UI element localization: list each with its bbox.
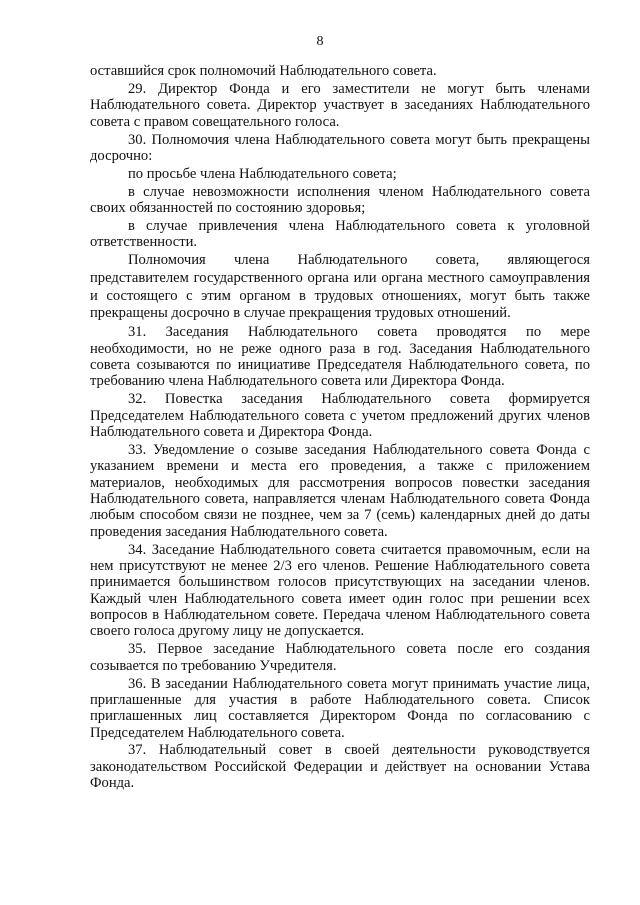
- paragraph-30-item-3: в случае привлечения члена Наблюдательного совета к уголовной ответственности.: [90, 218, 590, 251]
- paragraph-34: 34. Заседание Наблюдательного совета считается правомочным, если на нем присутствуют не менее 2/3 его членов. Решение Наблюдательного совета принимается большинством голосов присутствующих на заседании членов. Каждый член Наблюдательного совета имеет один голос при решении всех вопросов в Наблюдательном совете. Передача членом Наблюдательного совета своего голоса другому лицу не допускается.: [90, 541, 590, 640]
- paragraph-37: 37. Наблюдательный совет в своей деятельности руководствуется законодательством Российской Федерации и действует на основании Устава Фонда.: [90, 742, 590, 792]
- paragraph-31: 31. Заседания Наблюдательного совета проводятся по мере необходимости, но не реже одного раза в год. Заседания Наблюдательного совета созываются по инициативе Председателя Наблюдательного совета, по требованию члена Наблюдательного совета или Директора Фонда.: [90, 324, 590, 390]
- paragraph-30-representative: Полномочия члена Наблюдательного совета, являющегося представителем государственного органа или органа местного самоуправления и состоящего с этим органом в трудовых отношениях, могут быть также прекращены досрочно в случае прекращения трудовых отношений.: [90, 252, 590, 322]
- paragraph-36: 36. В заседании Наблюдательного совета могут принимать участие лица, приглашенные для участия в работе Наблюдательного совета. Список приглашенных лиц составляется Директором Фонда по согласованию с Председателем Наблюдательного совета.: [90, 675, 590, 741]
- paragraph-32: 32. Повестка заседания Наблюдательного совета формируется Председателем Наблюдательного совета с учетом предложений других членов Наблюдательного совета и Директора Фонда.: [90, 391, 590, 440]
- paragraph-30-item-1: по просьбе члена Наблюдательного совета;: [128, 165, 397, 182]
- paragraph-33: 33. Уведомление о созыве заседания Наблюдательного совета Фонда с указанием времени и места его проведения, а также с приложением материалов, необходимых для рассмотрения вопросов повестки заседания Наблюдательного совета, направляется членам Наблюдательного совета Фонда любым способом связи не позднее, чем за 7 (семь) календарных дней до даты проведения заседания Наблюдательного совета.: [90, 441, 590, 540]
- document-body: [90, 63, 590, 793]
- paragraph-29: 29. Директор Фонда и его заместители не могут быть членами Наблюдательного совета. Директор участвует в заседаниях Наблюдательного совета с правом совещательного голоса.: [90, 80, 590, 130]
- paragraph-continuation: оставшийся срок полномочий Наблюдательного совета.: [90, 63, 437, 79]
- paragraph-30-item-2: в случае невозможности исполнения членом Наблюдательного совета своих обязанностей по состоянию здоровья;: [90, 183, 590, 217]
- paragraph-30: 30. Полномочия члена Наблюдательного совета могут быть прекращены досрочно:: [90, 131, 590, 164]
- page-number: 8: [316, 34, 324, 49]
- paragraph-35: 35. Первое заседание Наблюдательного совета после его создания созывается по требованию Учредителя.: [90, 641, 590, 674]
